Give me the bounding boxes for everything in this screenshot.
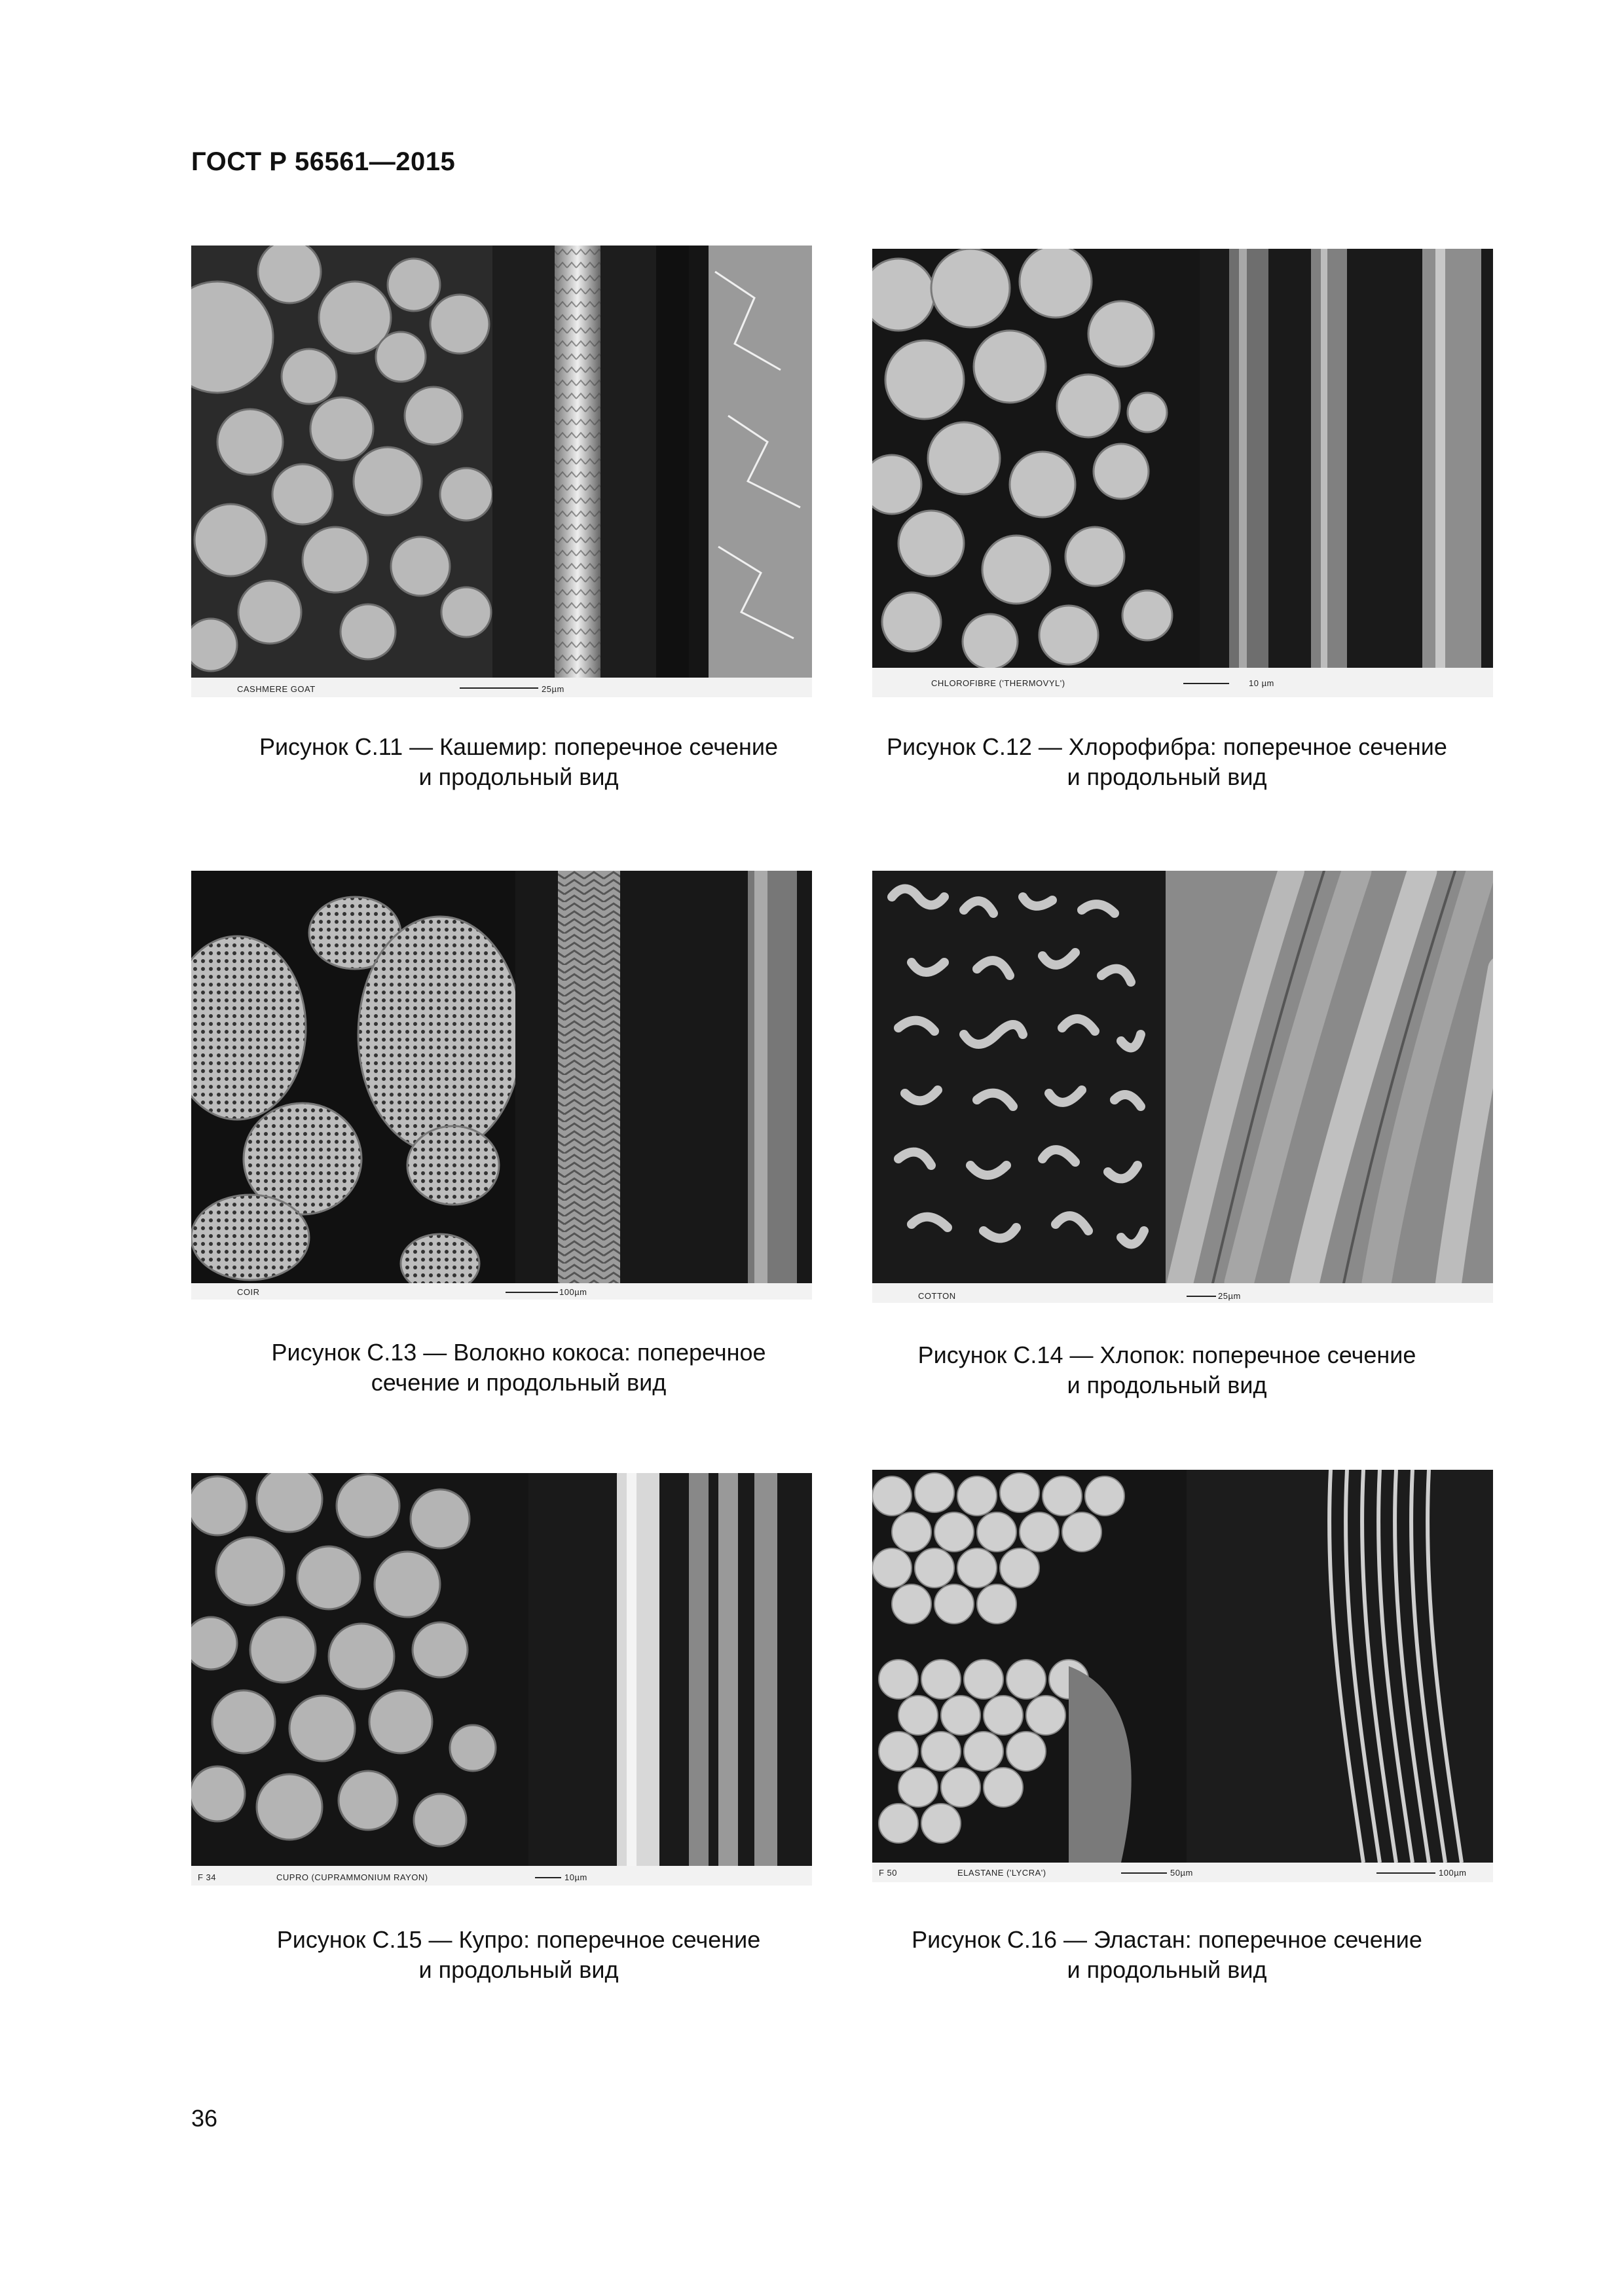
caption-line: и продольный вид bbox=[1067, 1956, 1267, 1983]
micrograph-c11 bbox=[191, 246, 812, 697]
micrograph-c15 bbox=[191, 1473, 812, 1886]
caption-line: Рисунок С.13 — Волокно кокоса: поперечное bbox=[271, 1339, 766, 1366]
caption-line: Рисунок С.14 — Хлопок: поперечное сечение bbox=[917, 1341, 1416, 1368]
fiber-label: COTTON bbox=[918, 1291, 956, 1301]
fiber-label: CUPRO (CUPRAMMONIUM RAYON) bbox=[276, 1872, 428, 1882]
plate-label: F 50 bbox=[879, 1868, 898, 1878]
scale-label: 100µm bbox=[559, 1287, 587, 1297]
scale-label: 10µm bbox=[564, 1872, 587, 1882]
fiber-label: COIR bbox=[237, 1287, 260, 1297]
scale-label-2: 100µm bbox=[1439, 1868, 1467, 1878]
figure-caption bbox=[840, 1925, 1494, 1985]
figure-caption bbox=[840, 1340, 1494, 1400]
plate-label: F 34 bbox=[198, 1872, 217, 1882]
figure-caption bbox=[191, 1338, 846, 1398]
caption-line: и продольный вид bbox=[418, 763, 619, 790]
caption-line: и продольный вид bbox=[418, 1956, 619, 1983]
micrograph-c16 bbox=[872, 1470, 1493, 1882]
caption-line: Рисунок С.16 — Эластан: поперечное сечение bbox=[912, 1926, 1422, 1953]
figure-caption bbox=[191, 1925, 846, 1985]
micrograph-c14 bbox=[872, 871, 1493, 1303]
scale-label: 10 µm bbox=[1249, 678, 1274, 688]
fiber-label: CASHMERE GOAT bbox=[237, 684, 316, 694]
caption-line: Рисунок С.15 — Купро: поперечное сечение bbox=[276, 1926, 761, 1953]
caption-line: Рисунок С.12 — Хлорофибра: поперечное сечение bbox=[887, 733, 1447, 760]
scale-label: 25µm bbox=[542, 684, 564, 694]
fiber-label: CHLOROFIBRE ('THERMOVYL') bbox=[931, 678, 1065, 688]
micrograph-c13 bbox=[191, 871, 812, 1300]
caption-line: и продольный вид bbox=[1067, 763, 1267, 790]
caption-line: Рисунок С.11 — Кашемир: поперечное сечение bbox=[259, 733, 779, 760]
page-number: 36 bbox=[191, 2105, 218, 2132]
scale-label: 50µm bbox=[1170, 1868, 1193, 1878]
caption-line: сечение и продольный вид bbox=[371, 1369, 667, 1396]
fiber-label: ELASTANE ('LYCRA') bbox=[957, 1868, 1046, 1878]
figure-caption bbox=[840, 732, 1494, 792]
document-number: ГОСТ Р 56561—2015 bbox=[191, 147, 456, 176]
figure-caption bbox=[191, 732, 846, 792]
caption-line: и продольный вид bbox=[1067, 1372, 1267, 1398]
micrograph-c12 bbox=[872, 249, 1493, 697]
scale-label: 25µm bbox=[1218, 1291, 1241, 1301]
